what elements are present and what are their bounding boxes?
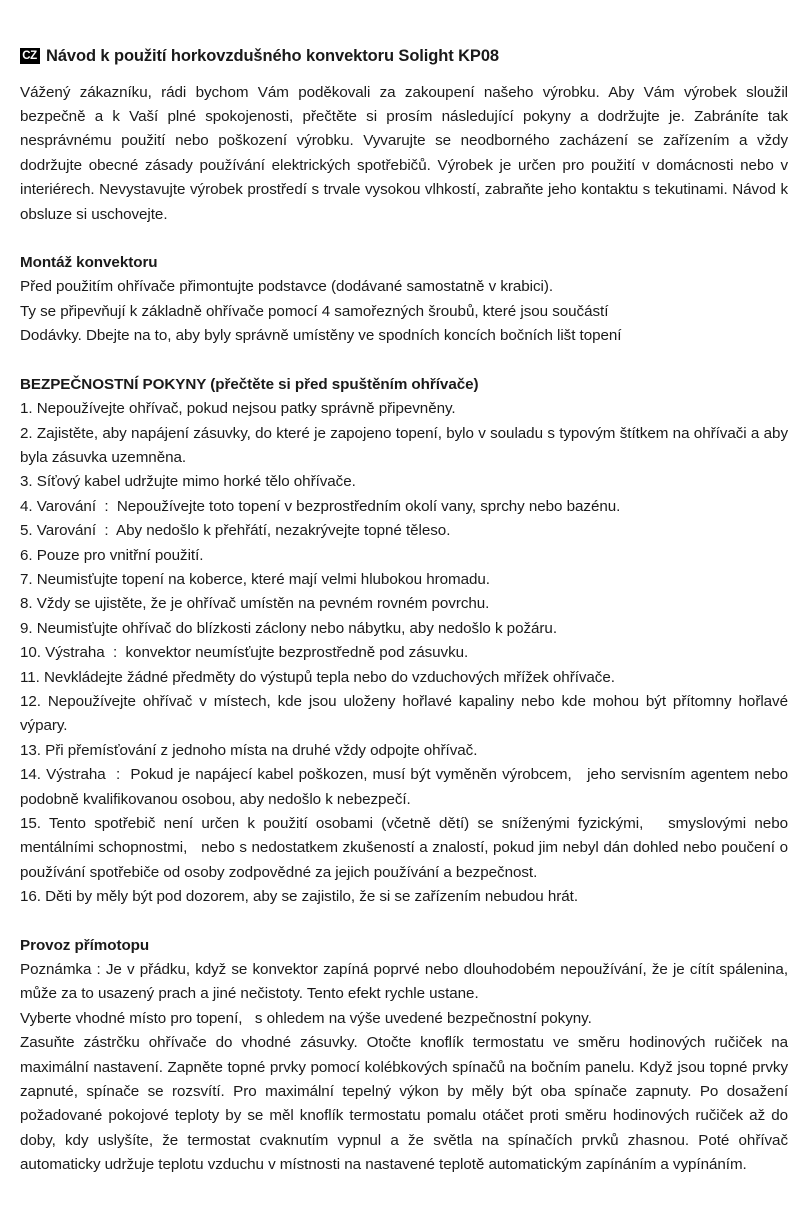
list-item: 8. Vždy se ujistěte, že je ohřívač umístěn na pevném rovném povrchu. bbox=[20, 595, 490, 613]
list-item: 10. Výstraha : konvektor neumísťujte bezprostředně pod zásuvku. bbox=[20, 644, 469, 662]
list-item: 12. Nepoužívejte ohřívač v místech, kde jsou uloženy hořlavé kapaliny nebo kde mohou být přítomny hořlavé výpary. bbox=[20, 692, 793, 735]
spacer-after-intro bbox=[20, 227, 788, 251]
spacer-after-assembly bbox=[20, 349, 788, 373]
list-item: 5. Varování : Aby nedošlo k přehřátí, nezakrývejte topné těleso. bbox=[20, 522, 451, 540]
list-item: 15. Tento spotřebič není určen k použití osobami (včetně dětí) se sníženými fyzickými, smyslovými nebo mentálními schopnostmi, nebo s nedostatkem zkušeností a znalostí, pokud jim nebyl dán dohled nebo poučení o používání spotřebiče od osoby zodpovědné za jejich používání a bezpečnost. bbox=[20, 815, 793, 881]
page-title-text: Návod k použití horkovzdušného konvektoru Solight KP08 bbox=[46, 47, 499, 65]
safety-instruction-list bbox=[20, 397, 793, 910]
page-title bbox=[20, 46, 788, 67]
list-item: 2. Zajistěte, aby napájení zásuvky, do které je zapojeno topení, bylo v souladu s typovým štítkem na ohřívači a aby byla zásuvka uzemněna. bbox=[20, 424, 793, 466]
list-item: 11. Nevkládejte žádné předměty do výstupů tepla nebo do vzduchových mřížek ohřívače. bbox=[20, 668, 615, 686]
safety-heading: BEZPEČNOSTNÍ POKYNY (přečtěte si před spuštěním ohřívače) bbox=[20, 375, 479, 393]
operation-instructions: Zasuňte zástrčku ohřívače do vhodné zásuvky. Otočte knoflík termostatu ve směru hodinových ručiček na maximální nastavení. Zapněte topné prvky pomocí kolébkových spínačů na bočním panelu. Když jsou topné prvky zapnuté, spínače se rozsvítí. Pro maximální tepelný výkon by měly být oba spínače zapnuty. Po dosažení požadované pokojové teploty by se měl knoflík termostatu pomalu otáčet proti směru hodinových ručiček až do doby, kdy uslyšíte, že termostat cvaknutím vypnul a že světla na spínačích prvků zhasnou. Poté ohřívač automaticky udržuje teplotu vzduchu v místnosti na nastavené teplotě automatickým zapínáním a vypínáním. bbox=[20, 1034, 788, 1174]
operation-place-line: Vyberte vhodné místo pro topení, s ohledem na výše uvedené bezpečnostní pokyny. bbox=[20, 1009, 592, 1027]
spacer-after-safety bbox=[20, 910, 788, 934]
list-item: 7. Neumisťujte topení na koberce, které mají velmi hlubokou hromadu. bbox=[20, 570, 490, 588]
assembly-section bbox=[20, 251, 788, 349]
operation-section bbox=[20, 934, 788, 1178]
operation-heading: Provoz přímotopu bbox=[20, 936, 150, 954]
safety-section bbox=[20, 373, 793, 910]
assembly-line: Ty se připevňují k základně ohřívače pomocí 4 samořezných šroubů, které jsou součástí bbox=[20, 302, 609, 320]
list-item: 13. Při přemísťování z jednoho místa na druhé vždy odpojte ohřívač. bbox=[20, 741, 478, 759]
list-item: 1. Nepoužívejte ohřívač, pokud nejsou patky správně připevněny. bbox=[20, 400, 456, 418]
list-item: 6. Pouze pro vnitřní použití. bbox=[20, 546, 204, 564]
list-item: 9. Neumisťujte ohřívač do blízkosti záclony nebo nábytku, aby nedošlo k požáru. bbox=[20, 619, 557, 637]
list-item: 3. Síťový kabel udržujte mimo horké tělo ohřívače. bbox=[20, 473, 356, 491]
operation-note: Poznámka : Je v přádku, když se konvektor zapíná poprvé nebo dlouhodobém nepoužívání, že je cítít spálenina, může za to usazený prach a jiné nečistoty. Tento efekt rychle ustane. bbox=[20, 961, 788, 1003]
list-item: 14. Výstraha : Pokud je napájecí kabel poškozen, musí být vyměněn výrobcem, jeho servisním agentem nebo podobně kvalifikovanou osobou, aby nedošlo k nebezpečí. bbox=[20, 766, 793, 808]
list-item: 4. Varování : Nepoužívejte toto topení v bezprostředním okolí vany, sprchy nebo bazénu. bbox=[20, 497, 621, 515]
assembly-heading: Montáž konvektoru bbox=[20, 254, 158, 272]
intro-paragraph: Vážený zákazníku, rádi bychom Vám poděkovali za zakoupení našeho výrobku. Aby Vám výrobek sloužil bezpečně a k Vaší plné spokojenosti, přečtěte si prosím následující pokyny a dodržujte je. Zabráníte tak nesprávnému použití nebo poškození výrobku. Vyvarujte se neodborného zacházení se zařízením a vždy dodržujte obecné zásady používání elektrických spotřebičů. Výrobek je určen pro použití v domácnosti nebo v interiérech. Nevystavujte výrobek prostředí s trvale vysokou vlhkostí, zabraňte jeho kontaktu s tekutinami. Návod k obsluze si uschovejte. bbox=[20, 83, 788, 223]
cz-language-badge-icon: CZ bbox=[20, 48, 40, 64]
assembly-line: Dodávky. Dbejte na to, aby byly správně umístěny ve spodních koncích bočních lišt topení bbox=[20, 327, 622, 345]
assembly-line: Před použitím ohřívače přimontujte podstavce (dodávané samostatně v krabici). bbox=[20, 278, 554, 296]
list-item: 16. Děti by měly být pod dozorem, aby se zajistilo, že si se zařízením nebudou hrát. bbox=[20, 888, 579, 906]
